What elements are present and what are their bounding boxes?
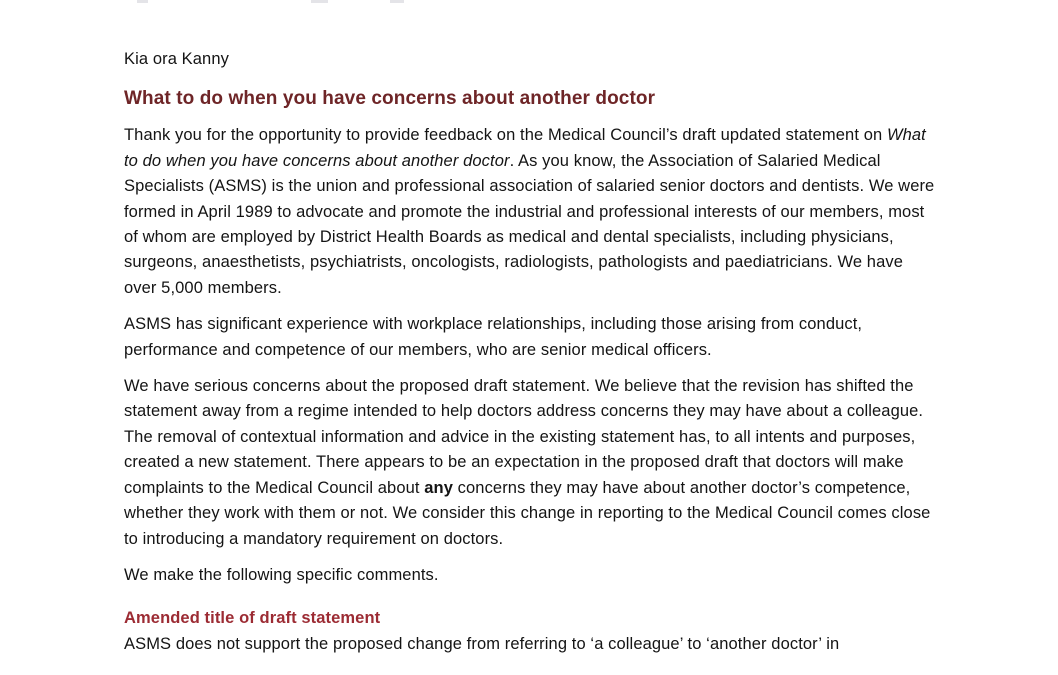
experience-paragraph — [124, 312, 938, 363]
document-content — [124, 36, 938, 669]
text-segment: We make the following specific comments. — [124, 565, 439, 584]
cropped-text-fragment — [137, 0, 148, 3]
main-heading — [124, 86, 938, 112]
text-segment: Amended title of draft statement — [124, 609, 381, 628]
concerns-paragraph — [124, 374, 938, 552]
intro-paragraph — [124, 123, 938, 301]
title-change-paragraph — [124, 632, 938, 657]
text-segment: ASMS does not support the proposed change from referring to ‘a colleague’ to ‘another doctor’ in — [124, 635, 840, 654]
text-segment-bold: any — [424, 478, 453, 497]
text-segment: ASMS has significant experience with workplace relationships, including those arising from conduct, performance and competence of our members, who are senior medical officers. — [124, 315, 863, 359]
text-segment-italic: What to do when you have concerns about another doctor — [124, 126, 926, 170]
greeting — [124, 47, 938, 72]
cropped-text-fragment — [390, 0, 404, 3]
text-segment: What to do when you have concerns about another doctor — [124, 88, 656, 110]
subsection-heading — [124, 606, 938, 630]
cropped-line-remnants — [0, 0, 1058, 5]
text-segment: . As you know, the Association of Salaried Medical Specialists (ASMS) is the union and professional association of salaried senior doctors and dentists. We were formed in April 1989 to advocate and promote the industrial and professional interests of our members, most of whom are employed by District Health Boards as medical and dental specialists, including physicians, surgeons, anaesthetists, psychiatrists, oncologists, radiologists, pathologists and paediatricians. We have over 5,000 members. — [124, 151, 935, 297]
cropped-text-fragment — [311, 0, 328, 3]
text-segment: Kia ora Kanny — [124, 50, 229, 68]
text-segment: We have serious concerns about the proposed draft statement. We believe that the revision has shifted the statement away from a regime intended to help doctors address concerns they may have about a colleague. The removal of contextual information and advice in the existing statement has, to all intents and purposes, created a new statement. There appears to be an expectation in the proposed draft that doctors will make complaints to the Medical Council about — [124, 377, 924, 497]
comments-intro-paragraph — [124, 563, 938, 588]
text-segment: Thank you for the opportunity to provide feedback on the Medical Council’s draft updated statement on — [124, 126, 887, 145]
text-segment: concerns they may have about another doctor’s competence, whether they work with them or not. We consider this change in reporting to the Medical Council comes close to introducing a mandatory requirement on doctors. — [124, 478, 931, 548]
